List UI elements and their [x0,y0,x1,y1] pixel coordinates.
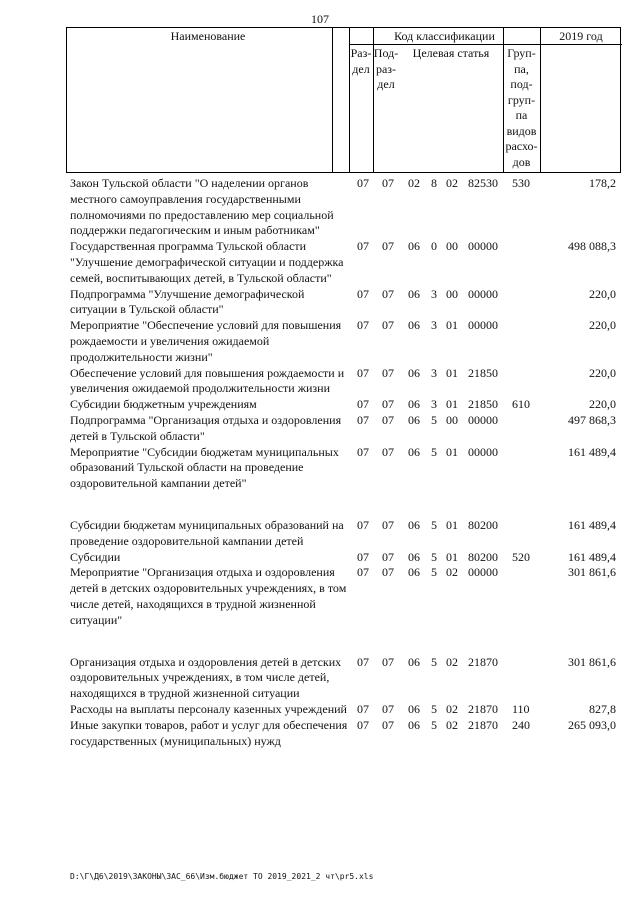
main-event-code-cell: 01 [446,444,458,459]
direction-code-cell: 21870 [468,717,498,732]
amount-cell: 265 093,0 [568,717,616,732]
main-event-code-cell: 02 [446,717,458,732]
row-name: Подпрограмма "Улучшение демографической ситуации в Тульской области" [70,286,305,317]
razdel-cell: 07 [357,239,369,254]
table-row [70,397,620,413]
row-codes [70,397,620,413]
header-year: 2019 год [559,29,603,43]
subprogram-code-cell: 5 [431,517,437,532]
header-group-line: видов [506,123,537,138]
razdel-cell: 07 [357,176,369,190]
direction-code-cell: 21870 [468,654,498,669]
amount-cell: 220,0 [589,286,616,301]
direction-code-cell: 21870 [468,701,498,716]
razdel-cell: 07 [357,549,369,564]
budget-table-body [70,176,620,749]
podrazdel-cell: 07 [382,397,394,412]
row-codes [70,518,620,534]
row-name: Субсидии [70,549,121,564]
direction-code-cell: 21850 [468,397,498,412]
razdel-cell: 07 [357,318,369,333]
header-group-line: па [515,108,528,122]
header-razdel-line: Раз- [350,46,372,60]
main-event-code-cell: 02 [446,176,458,190]
expense-type-cell: 520 [512,549,530,564]
program-code-cell: 06 [408,444,420,459]
row-name: Мероприятие "Субсидии бюджетам муниципальных образований Тульской области на проведение оздоровительной кампании детей" [70,444,339,491]
podrazdel-cell: 07 [382,365,394,380]
main-event-code-cell: 01 [446,549,458,564]
program-code-cell: 06 [408,239,420,254]
amount-cell: 161 489,4 [568,517,616,532]
razdel-cell: 07 [357,444,369,459]
row-name: Обеспечение условий для повышения рождаемости и увеличения ожидаемой продолжительности жизни [70,365,345,396]
program-code-cell: 06 [408,286,420,301]
header-group [503,46,540,170]
razdel-cell: 07 [357,565,369,580]
row-name: Мероприятие "Обеспечение условий для повышения рождаемости и увеличения ожидаемой продолжительности жизни" [70,318,342,364]
header-podrazdel-line: раз- [375,61,397,76]
podrazdel-cell: 07 [382,654,394,669]
razdel-cell: 07 [357,717,369,732]
header-divider [540,28,541,172]
amount-cell: 497 868,3 [568,412,616,427]
razdel-cell: 07 [357,412,369,427]
subprogram-code-cell: 5 [431,412,437,427]
header-group-line: па, [514,61,529,76]
header-podrazdel-line: дел [377,77,395,91]
row-codes [70,718,620,734]
amount-cell: 827,8 [589,701,616,716]
podrazdel-cell: 07 [382,318,394,333]
table-row [70,655,620,702]
razdel-cell: 07 [357,654,369,669]
direction-code-cell: 00000 [468,444,498,459]
header-podrazdel [373,46,399,93]
table-row [70,518,620,550]
header-group-line: дов [512,154,531,169]
podrazdel-cell: 07 [382,701,394,716]
podrazdel-cell: 07 [382,444,394,459]
row-codes [70,318,620,334]
main-event-code-cell: 00 [446,412,458,427]
table-row [70,287,620,319]
main-event-code-cell: 02 [446,565,458,580]
header-group-line: под- [510,77,533,91]
main-event-code-cell: 02 [446,654,458,669]
program-code-cell: 06 [408,654,420,669]
row-codes [70,239,620,255]
amount-cell: 161 489,4 [568,549,616,564]
header-razdel-line: дел [352,61,370,76]
subprogram-code-cell: 5 [431,654,437,669]
table-row [70,718,620,750]
table-row [70,550,620,566]
direction-code-cell: 00000 [468,286,498,301]
main-event-code-cell: 01 [446,397,458,412]
program-code-cell: 06 [408,365,420,380]
expense-type-cell: 610 [512,397,530,412]
subprogram-code-cell: 5 [431,549,437,564]
main-event-code-cell: 02 [446,701,458,716]
row-name: Подпрограмма "Организация отдыха и оздоровления детей в Тульской области" [70,412,342,443]
amount-cell: 220,0 [589,365,616,380]
table-row [70,413,620,445]
main-event-code-cell: 00 [446,286,458,301]
program-code-cell: 06 [408,717,420,732]
table-row [70,239,620,286]
row-codes [70,550,620,566]
header-group-line: груп- [507,92,536,107]
amount-cell: 301 861,6 [568,565,616,580]
podrazdel-cell: 07 [382,517,394,532]
row-name: Государственная программа Тульской области "Улучшение демографической ситуации и поддержка семей, воспитывающих детей, в Тульской области" [70,239,344,285]
row-name: Субсидии бюджетным учреждениям [70,397,257,412]
main-event-code-cell: 01 [446,365,458,380]
row-name: Мероприятие "Организация отдыха и оздоровления детей в детских оздоровительных учреждениях, в том числе детей, находящихся в трудной жизненной ситуации" [70,565,347,627]
row-codes [70,565,620,581]
header-name: Наименование [170,29,246,43]
program-code-cell: 06 [408,701,420,716]
podrazdel-cell: 07 [382,239,394,254]
file-path-footer: D:\Г\Д6\2019\ЗАКОНЫ\ЗАС_66\Изм.бюджет ТО 2019_2021_2 чт\pr5.xls [70,872,374,881]
program-code-cell: 06 [408,397,420,412]
table-header [66,27,621,173]
amount-cell: 220,0 [589,397,616,412]
amount-cell: 220,0 [589,318,616,333]
header-code-group: Код классификации [394,29,495,43]
row-name: Субсидии бюджетам муниципальных образований на проведение оздоровительной кампании детей [70,517,344,548]
row-codes [70,413,620,429]
razdel-cell: 07 [357,701,369,716]
table-row [70,176,620,239]
podrazdel-cell: 07 [382,717,394,732]
direction-code-cell: 00000 [468,239,498,254]
subprogram-code-cell: 5 [431,717,437,732]
razdel-cell: 07 [357,517,369,532]
table-row [70,366,620,398]
direction-code-cell: 00000 [468,565,498,580]
row-name: Иные закупки товаров, работ и услуг для обеспечения государственных (муниципальных) нужд [70,717,348,748]
row-codes [70,366,620,382]
podrazdel-cell: 07 [382,412,394,427]
subprogram-code-cell: 3 [431,286,437,301]
row-codes [70,702,620,718]
program-code-cell: 06 [408,412,420,427]
podrazdel-cell: 07 [382,176,394,190]
amount-cell: 178,2 [589,176,616,190]
direction-code-cell: 00000 [468,318,498,333]
podrazdel-cell: 07 [382,549,394,564]
table-row [70,565,620,628]
subprogram-code-cell: 3 [431,365,437,380]
subprogram-code-cell: 5 [431,565,437,580]
program-code-cell: 06 [408,549,420,564]
podrazdel-cell: 07 [382,286,394,301]
direction-code-cell: 21850 [468,365,498,380]
expense-type-cell: 110 [512,701,530,716]
subprogram-code-cell: 5 [431,701,437,716]
razdel-cell: 07 [357,397,369,412]
row-codes [70,287,620,303]
program-code-cell: 06 [408,318,420,333]
header-group-line: расхо- [505,139,538,153]
subprogram-code-cell: 5 [431,444,437,459]
row-name: Расходы на выплаты персоналу казенных учреждений [70,701,347,716]
subprogram-code-cell: 3 [431,397,437,412]
direction-code-cell: 00000 [468,412,498,427]
razdel-cell: 07 [357,365,369,380]
main-event-code-cell: 01 [446,318,458,333]
direction-code-cell: 80200 [468,517,498,532]
page-number: 107 [311,12,329,26]
header-podrazdel-line: Под- [373,46,399,60]
amount-cell: 161 489,4 [568,444,616,459]
table-row [70,702,620,718]
row-name: Закон Тульской области "О наделении органов местного самоуправления государственными полномочиями по предоставлению мер социальной поддержки педагогическим и иным работникам" [70,176,334,238]
program-code-cell: 02 [408,176,420,190]
main-event-code-cell: 00 [446,239,458,254]
program-code-cell: 06 [408,517,420,532]
main-event-code-cell: 01 [446,517,458,532]
direction-code-cell: 80200 [468,549,498,564]
table-row [70,445,620,492]
direction-code-cell: 82530 [468,176,498,190]
row-codes [70,655,620,671]
header-target-article: Целевая статья [412,46,490,60]
header-divider [332,27,333,173]
row-name: Организация отдыха и оздоровления детей в детских оздоровительных учреждениях, в том числе детей, находящихся в трудной жизненной ситуации [70,654,342,701]
subprogram-code-cell: 8 [431,176,437,190]
amount-cell: 498 088,3 [568,239,616,254]
razdel-cell: 07 [357,286,369,301]
header-group-line: Груп- [507,46,536,60]
row-codes [70,176,620,192]
table-row [70,318,620,365]
expense-type-cell: 240 [512,717,530,732]
program-code-cell: 06 [408,565,420,580]
podrazdel-cell: 07 [382,565,394,580]
expense-type-cell: 530 [512,176,530,190]
amount-cell: 301 861,6 [568,654,616,669]
subprogram-code-cell: 3 [431,318,437,333]
row-codes [70,445,620,461]
subprogram-code-cell: 0 [431,239,437,254]
header-razdel [349,46,373,77]
